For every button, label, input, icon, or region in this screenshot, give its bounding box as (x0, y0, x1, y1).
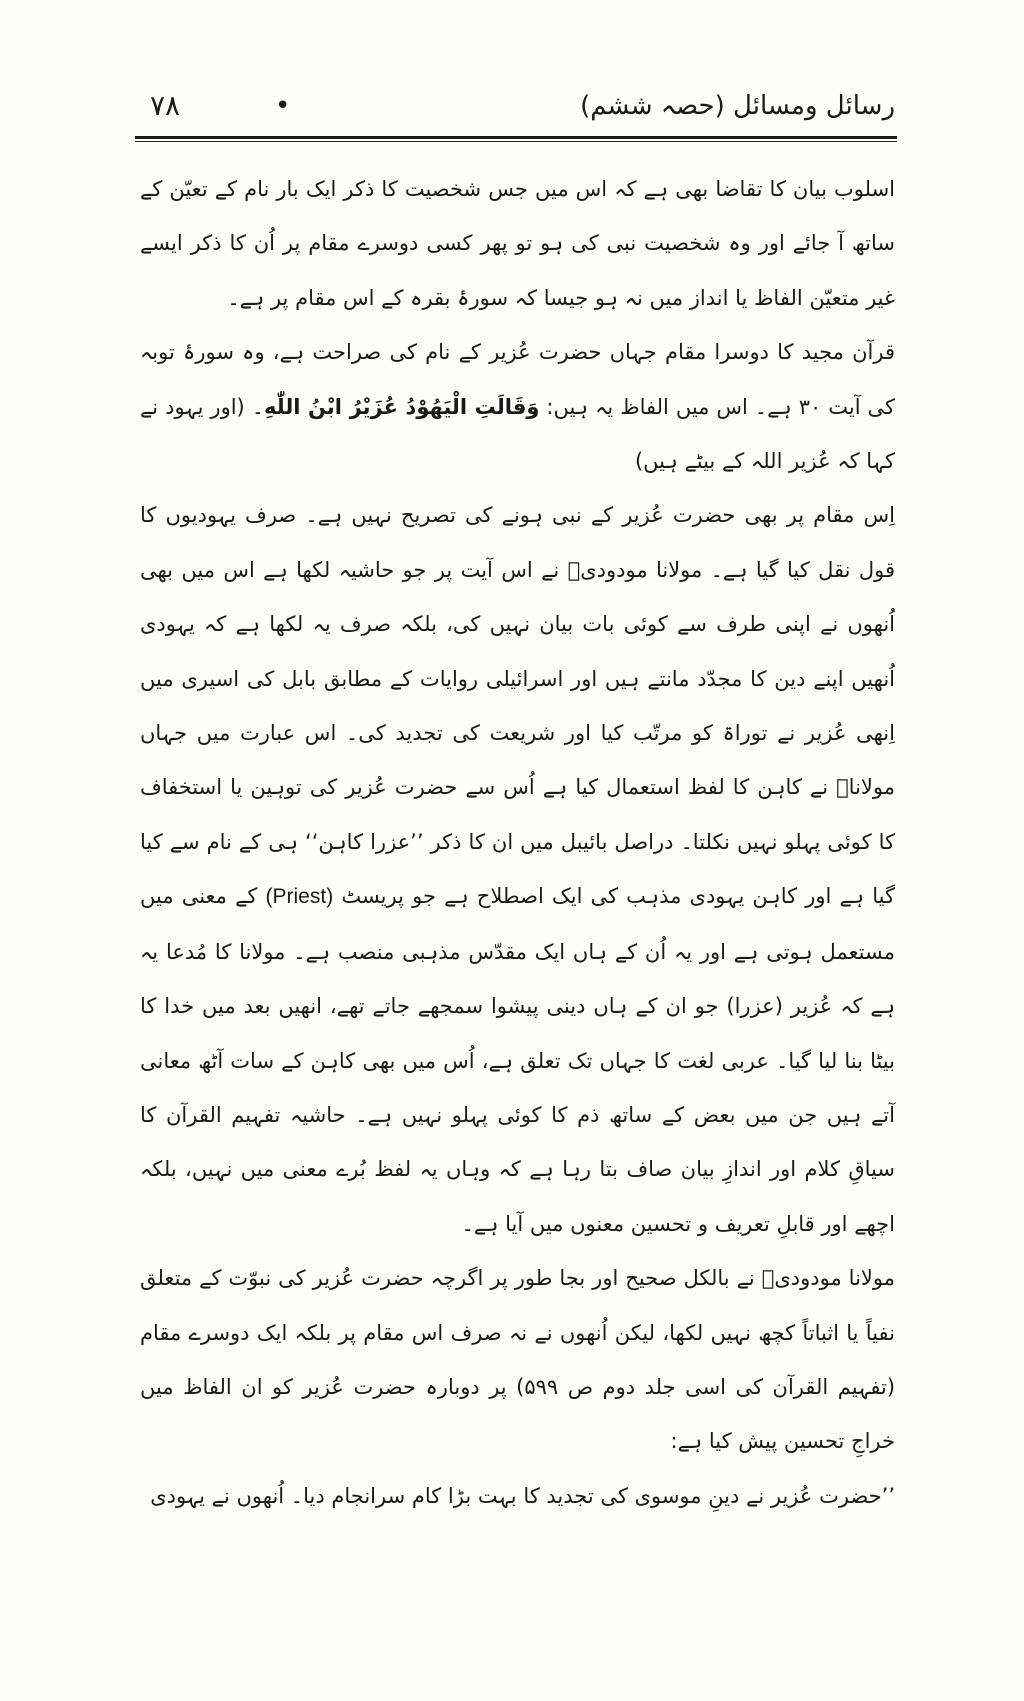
paragraph-text-before: قرآن مجید کا دوسرا مقام جہاں حضرت عُزیر کے نام کی صراحت ہے، وہ سورۂ توبہ کی آیت ۳۰ ہے۔ اس میں الفاظ یہ ہیں: (140, 340, 896, 419)
book-title: رسائل ومسائل (حصہ ششم) (580, 91, 895, 121)
paragraph-2 (140, 325, 895, 488)
header-separator: • (275, 91, 291, 121)
paragraph-text-after: کے معنی میں مستعمل ہوتی ہے اور یہ اُن کے ہاں ایک مقدّس مذہبی منصب ہے۔ مولانا کا مُدعا یہ ہے کہ عُزیر (عزرا) جو ان کے ہاں دینی پیشوا سمجھے جاتے تھے، انھیں بعد میں خدا کا بیٹا بنا لیا گیا۔ عربی لغت کا جہاں تک تعلق ہے، اُس میں بھی کاہن کے سات آٹھ معانی آتے ہیں جن میں بعض کے ساتھ ذم کا کوئی پہلو نہیں ہے۔ حاشیہ تفہیم القرآن کا سیاقِ کلام اور اندازِ بیان صاف بتا رہا ہے کہ وہاں یہ لفظ بُرے معنی میں نہیں، بلکہ اچھے اور قابلِ تعریف و تحسین معنوں میں آیا ہے۔ (140, 884, 895, 1236)
latin-term: (Priest) (265, 885, 334, 909)
header-rule-thin (135, 141, 897, 142)
paragraph-3 (140, 488, 895, 1251)
paragraph-text: اسلوب بیان کا تقاضا بھی ہے کہ اس میں جس شخصیت کا ذکر ایک بار نام کے تعیّن کے ساتھ آ جائے اور وہ شخصیت نبی کی ہو تو پھر کسی دوسرے مقام پر اُن کا ذکر ایسے غیر متعیّن الفاظ یا انداز میں نہ ہو جیسا کہ سورۂ بقرہ کے اس مقام پر ہے۔ (140, 177, 895, 310)
header-rule (135, 136, 897, 139)
paragraph-4 (140, 1251, 895, 1469)
running-header (135, 84, 895, 132)
paragraph-text-before: اِس مقام پر بھی حضرت عُزیر کے نبی ہونے کی تصریح نہیں ہے۔ صرف یہودیوں کا قول نقل کیا گیا ہے۔ مولانا مودودیؒ نے اس آیت پر جو حاشیہ لکھا ہے اس میں بھی اُنھوں نے اپنی طرف سے کوئی بات بیان نہیں کی، بلکہ صرف یہ لکھا ہے کہ یہودی اُنھیں اپنے دین کا مجدّد مانتے ہیں اور اسرائیلی روایات کے مطابق بابل کی اسیری میں اِنھی عُزیر نے توراۃ کو مرتّب کیا اور شریعت کی تجدید کی۔ اس عبارت میں جہاں مولاناؒ نے کاہن کا لفظ استعمال کیا ہے اُس سے حضرت عُزیر کی توہین یا استخفاف کا کوئی پہلو نہیں نکلتا۔ دراصل بائیبل میں ان کا ذکر ’’عزرا کاہن‘‘ ہی کے نام سے کیا گیا ہے اور کاہن یہودی مذہب کی ایک اصطلاح ہے جو پریسٹ (140, 503, 895, 909)
body-text (140, 162, 895, 1523)
page-number: ۷۸ (150, 89, 181, 122)
paragraph-text-after: ۔ (اور یہود نے کہا کہ عُزیر اللہ کے بیٹے ہیں) (140, 394, 895, 474)
paragraph-5 (140, 1469, 895, 1523)
paragraph-text: ’’حضرت عُزیر نے دینِ موسوی کی تجدید کا بہت بڑا کام سرانجام دیا۔ اُنھوں نے یہودی (150, 1483, 895, 1508)
paragraph-1 (140, 162, 895, 325)
paragraph-text: مولانا مودودیؒ نے بالکل صحیح اور بجا طور پر اگرچہ حضرت عُزیر کی نبوّت کے متعلق نفیاً یا اثباتاً کچھ نہیں لکھا، لیکن اُنھوں نے نہ صرف اس مقام پر بلکہ ایک دوسرے مقام (تفہیم القرآن کی اسی جلد دوم ص ۵۹۹) پر دوبارہ حضرت عُزیر کو ان الفاظ میں خراجِ تحسین پیش کیا ہے: (140, 1266, 896, 1454)
quran-verse: وَقَالَتِ الْيَهُوْدُ عُزَيْرُ ابْنُ اللّٰهِ (264, 394, 540, 419)
